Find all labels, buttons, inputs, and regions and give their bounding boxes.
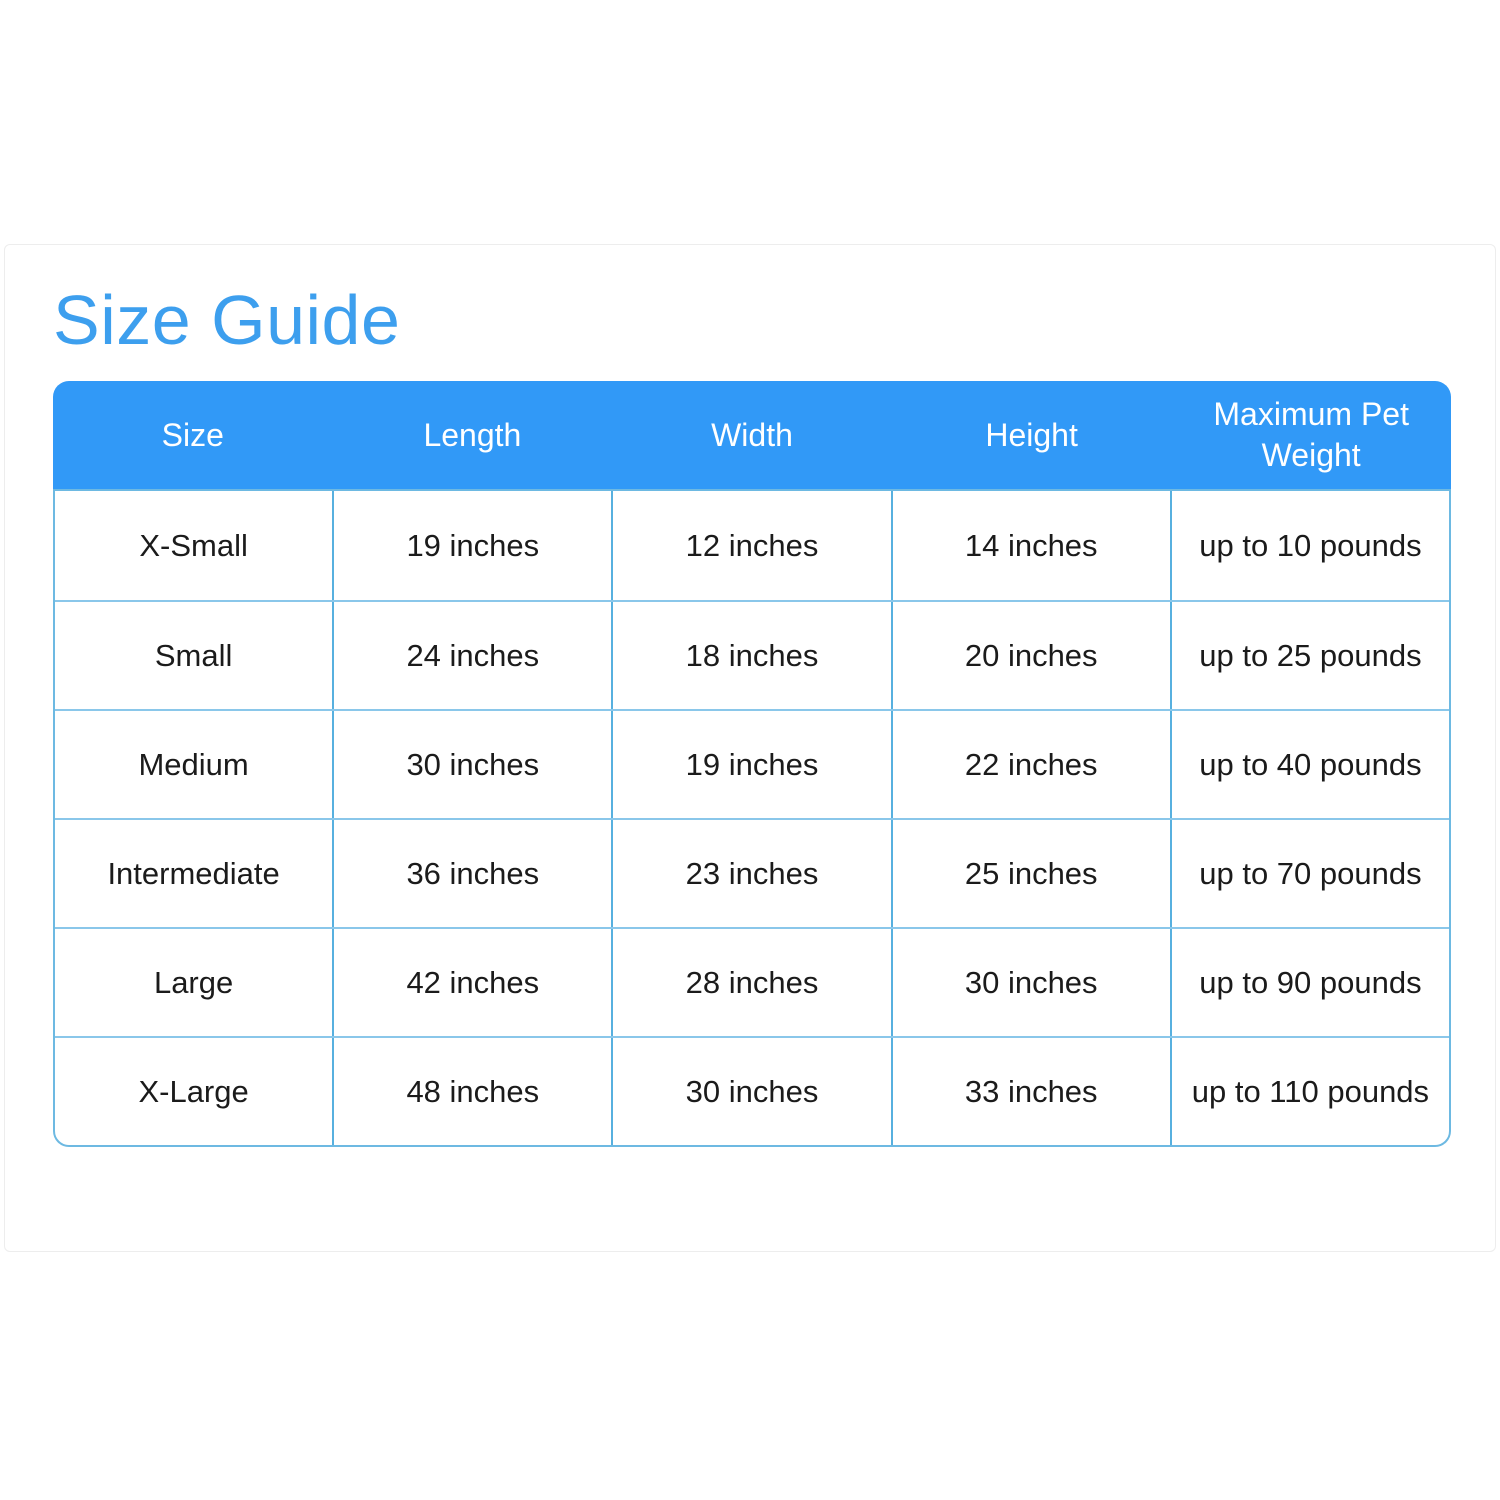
cell-width: 19 inches — [611, 711, 890, 818]
cell-size: Medium — [138, 746, 249, 782]
cell-length: 19 inches — [332, 491, 611, 600]
cell-max-weight: up to 90 pounds — [1170, 929, 1449, 1036]
table-row-small — [55, 600, 1449, 709]
cell-width: 28 inches — [611, 929, 890, 1036]
cell-max-weight: up to 40 pounds — [1170, 711, 1449, 818]
cell-max-weight: up to 70 pounds — [1170, 820, 1449, 927]
cell-size: X-Small — [139, 527, 248, 563]
header-cell-max-pet-weight — [1171, 394, 1451, 476]
cell-length: 42 inches — [332, 929, 611, 1036]
cell-max-weight: up to 110 pounds — [1170, 1038, 1449, 1145]
table-header-row — [53, 381, 1451, 489]
page-title: Size Guide — [53, 281, 401, 359]
table-row-intermediate — [55, 818, 1449, 927]
cell-max-weight: up to 25 pounds — [1170, 602, 1449, 709]
cell-size: Intermediate — [107, 855, 280, 891]
cell-length: 24 inches — [332, 602, 611, 709]
table-row-x-small — [55, 491, 1449, 600]
cell-height: 14 inches — [891, 491, 1170, 600]
header-label: Length — [423, 416, 522, 453]
cell-max-weight: up to 10 pounds — [1170, 491, 1449, 600]
size-guide-card — [4, 244, 1496, 1252]
cell-size: X-Large — [138, 1073, 249, 1109]
header-cell-width — [612, 415, 892, 456]
header-cell-size — [53, 415, 333, 456]
header-label: Size — [161, 416, 224, 453]
cell-size: Large — [153, 964, 234, 1000]
cell-height: 25 inches — [891, 820, 1170, 927]
header-label: Maximum Pet Weight — [1213, 396, 1409, 473]
header-label: Height — [985, 416, 1078, 453]
cell-height: 30 inches — [891, 929, 1170, 1036]
table-row-large — [55, 927, 1449, 1036]
cell-length: 30 inches — [332, 711, 611, 818]
cell-width: 18 inches — [611, 602, 890, 709]
cell-height: 33 inches — [891, 1038, 1170, 1145]
size-guide-table — [53, 381, 1451, 1147]
header-label: Width — [711, 416, 793, 453]
cell-width: 23 inches — [611, 820, 890, 927]
cell-length: 36 inches — [332, 820, 611, 927]
cell-length: 48 inches — [332, 1038, 611, 1145]
cell-size: Small — [154, 637, 233, 673]
cell-width: 12 inches — [611, 491, 890, 600]
header-cell-length — [333, 415, 613, 456]
cell-height: 20 inches — [891, 602, 1170, 709]
table-body — [53, 489, 1451, 1147]
table-row-x-large — [55, 1036, 1449, 1145]
cell-height: 22 inches — [891, 711, 1170, 818]
cell-width: 30 inches — [611, 1038, 890, 1145]
table-row-medium — [55, 709, 1449, 818]
header-cell-height — [892, 415, 1172, 456]
